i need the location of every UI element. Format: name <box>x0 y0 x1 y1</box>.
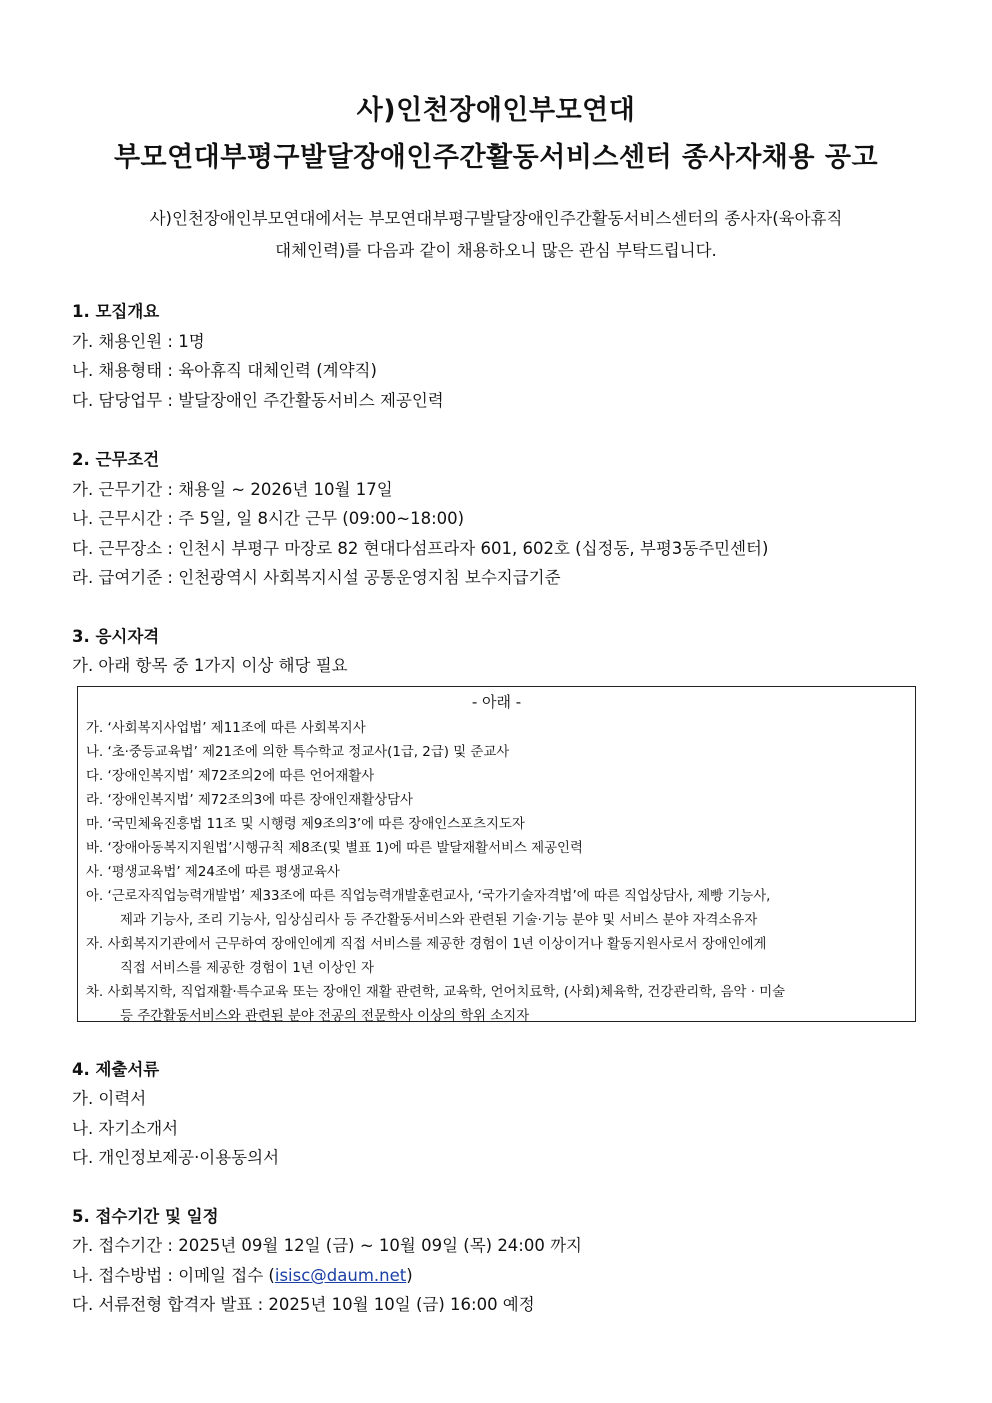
qualifications-box <box>77 686 916 1022</box>
condition-item: 가. 근무기간 : 채용일 ~ 2026년 10월 17일 <box>72 480 393 499</box>
application-period: 가. 접수기간 : 2025년 09월 12일 (금) ~ 10월 09일 (목) 24:00 까지 <box>72 1236 582 1255</box>
email-link[interactable]: isisc@daum.net <box>274 1266 407 1285</box>
qualification-line-continued: 등 주간활동서비스와 관련된 분야 전공의 전문학사 이상의 학위 소지자 <box>120 1009 530 1024</box>
title-organization: 사)인천장애인부모연대 <box>356 95 636 126</box>
qualification-line-continued: 직접 서비스를 제공한 경험이 1년 이상인 자 <box>120 961 374 976</box>
application-method-suffix: ) <box>406 1266 413 1285</box>
document-item: 나. 자기소개서 <box>72 1119 179 1138</box>
qualification-line: 다. ‘장애인복지법’ 제72조의2에 따른 언어재활사 <box>86 769 375 784</box>
condition-item: 나. 근무시간 : 주 5일, 일 8시간 근무 (09:00~18:00) <box>72 509 465 528</box>
section-heading-qualifications: 3. 응시자격 <box>72 627 160 646</box>
qualification-line: 자. 사회복지기관에서 근무하여 장애인에게 직접 서비스를 제공한 경험이 1년 이상이거나 활동지원사로서 장애인에게 <box>86 937 767 952</box>
section-heading-recruitment: 1. 모집개요 <box>72 302 160 321</box>
qualification-line: 나. ‘초·중등교육법’ 제21조에 의한 특수학교 정교사(1급, 2급) 및 준교사 <box>86 745 510 760</box>
document-item: 다. 개인정보제공·이용동의서 <box>72 1148 280 1167</box>
qualification-line: 라. ‘장애인복지법’ 제72조의3에 따른 장애인재활상담사 <box>86 793 413 808</box>
application-method <box>72 1262 413 1286</box>
intro-line: 사)인천장애인부모연대에서는 부모연대부평구발달장애인주간활동서비스센터의 종사자(육아휴직 <box>149 209 843 228</box>
section-heading-conditions: 2. 근무조건 <box>72 450 160 469</box>
qualification-line: 차. 사회복지학, 직업재활·특수교육 또는 장애인 재활 관련학, 교육학, 언어치료학, (사회)체육학, 건강관리학, 음악 · 미술 <box>86 985 786 1000</box>
qualification-line: 바. ‘장애아동복지지원법’시행규칙 제8조(및 별표 1)에 따른 발달재활서비스 제공인력 <box>86 841 583 856</box>
title-announcement: 부모연대부평구발달장애인주간활동서비스센터 종사자채용 공고 <box>113 142 879 173</box>
recruitment-item: 나. 채용형태 : 육아휴직 대체인력 (계약직) <box>72 361 377 380</box>
document-item: 가. 이력서 <box>72 1089 147 1108</box>
qualification-line: 사. ‘평생교육법’ 제24조에 따른 평생교육사 <box>86 865 340 880</box>
condition-item: 라. 급여기준 : 인천광역시 사회복지시설 공통운영지침 보수지급기준 <box>72 568 561 587</box>
qualification-intro: 가. 아래 항목 중 1가지 이상 해당 필요 <box>72 656 348 675</box>
recruitment-item: 가. 채용인원 : 1명 <box>72 332 205 351</box>
section-heading-documents: 4. 제출서류 <box>72 1060 160 1079</box>
result-announcement: 다. 서류전형 합격자 발표 : 2025년 10월 10일 (금) 16:00 예정 <box>72 1295 535 1314</box>
qualification-line-continued: 제과 기능사, 조리 기능사, 임상심리사 등 주간활동서비스와 관련된 기술·기능 분야 및 서비스 분야 자격소유자 <box>120 913 758 928</box>
qualification-line: 가. ‘사회복지사업법’ 제11조에 따른 사회복지사 <box>86 721 366 736</box>
section-heading-schedule: 5. 접수기간 및 일정 <box>72 1207 219 1226</box>
intro-line: 대체인력)를 다음과 같이 채용하오니 많은 관심 부탁드립니다. <box>275 241 717 260</box>
condition-item: 다. 근무장소 : 인천시 부평구 마장로 82 현대다섬프라자 601, 602호 (십정동, 부평3동주민센터) <box>72 539 769 558</box>
application-method-prefix: 나. 접수방법 : 이메일 접수 ( <box>72 1266 275 1285</box>
box-heading: - 아래 - <box>471 693 522 711</box>
qualification-line: 아. ‘근로자직업능력개발법’ 제33조에 따른 직업능력개발훈련교사, ‘국가기술자격법’에 따른 직업상담사, 제빵 기능사, <box>86 889 771 904</box>
intro-paragraph <box>70 203 922 267</box>
qualification-line: 마. ‘국민체육진흥법 11조 및 시행령 제9조의3’에 따른 장애인스포츠지도자 <box>86 817 525 832</box>
recruitment-item: 다. 담당업무 : 발달장애인 주간활동서비스 제공인력 <box>72 391 444 410</box>
